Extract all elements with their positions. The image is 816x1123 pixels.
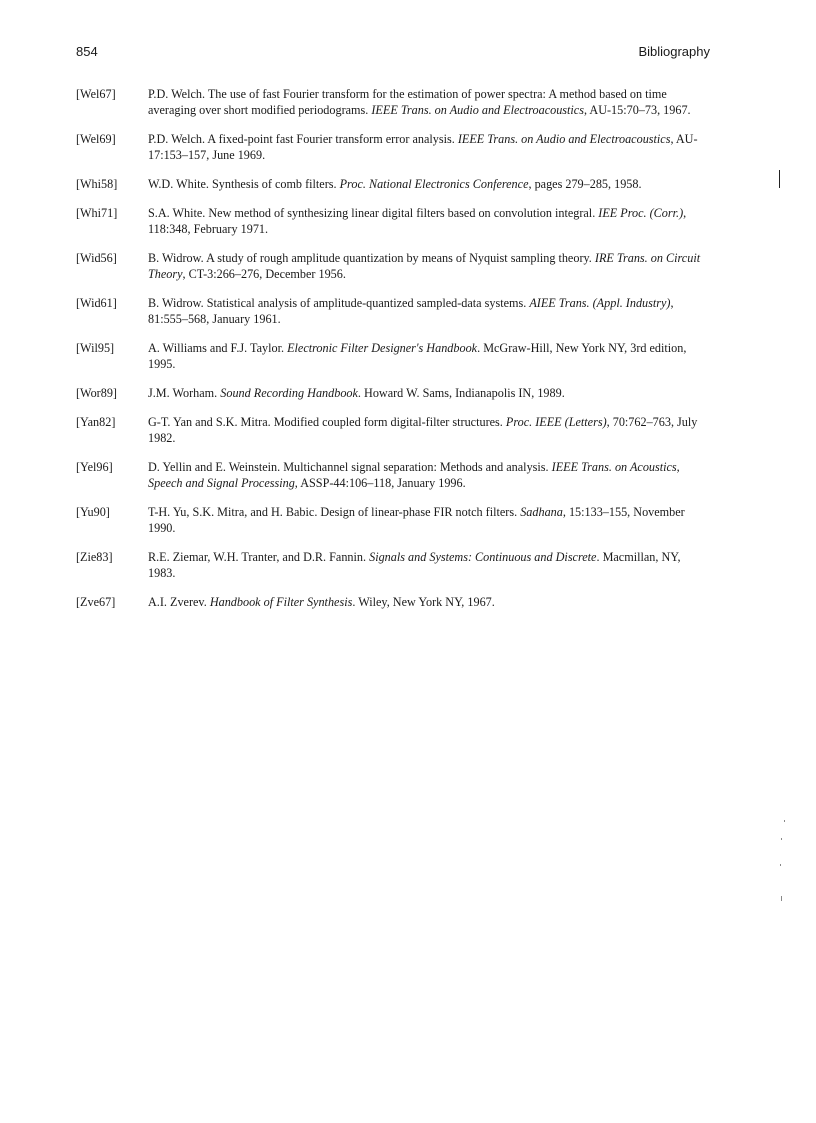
citation-details: , ASSP-44:106–118, January 1996. <box>294 476 466 490</box>
citation-details: , AU-17:153–157, June 1969. <box>148 132 698 162</box>
citation-venue: IRE Trans. on Circuit Theory <box>148 251 701 281</box>
citation-details: , 70:762–763, July 1982. <box>148 415 698 445</box>
bib-entry <box>76 176 710 192</box>
citation-venue: Electronic Filter Designer's Handbook <box>287 341 478 355</box>
citation-text <box>148 131 710 163</box>
scan-speck <box>780 864 781 866</box>
page-header <box>76 44 710 62</box>
citation-authors-title: A.I. Zverev. <box>148 595 210 609</box>
citation-venue: AIEE Trans. (Appl. Industry) <box>529 296 671 310</box>
citation-authors-title: B. Widrow. A study of rough amplitude quantization by means of Nyquist sampling theory. <box>148 251 595 265</box>
citation-details: , pages 279–285, 1958. <box>528 177 642 191</box>
citation-key: [Yu90] <box>76 505 110 519</box>
citation-text <box>148 594 710 610</box>
citation-details: . Wiley, New York NY, 1967. <box>352 595 495 609</box>
citation-details: , 81:555–568, January 1961. <box>148 296 674 326</box>
citation-text <box>148 295 710 327</box>
scan-speck <box>781 838 782 840</box>
citation-venue: Sadhana <box>520 505 563 519</box>
bib-entry <box>76 414 710 446</box>
bib-entry <box>76 86 710 118</box>
citation-key: [Zie83] <box>76 550 113 564</box>
bib-entry <box>76 504 710 536</box>
citation-key: [Wil95] <box>76 341 115 355</box>
scan-speck <box>781 896 782 901</box>
citation-text <box>148 250 710 282</box>
citation-text <box>148 86 710 118</box>
citation-key: [Zve67] <box>76 595 116 609</box>
citation-text <box>148 340 710 372</box>
citation-text <box>148 504 710 536</box>
citation-venue: IEEE Trans. on Acoustics, Speech and Signal Processing <box>148 460 680 490</box>
citation-authors-title: P.D. Welch. The use of fast Fourier transform for the estimation of power spectra: A method based on time averaging over short modified periodograms. <box>148 87 667 117</box>
citation-authors-title: W.D. White. Synthesis of comb filters. <box>148 177 340 191</box>
citation-venue: IEEE Trans. on Audio and Electroacoustics <box>457 132 671 146</box>
citation-details: . Howard W. Sams, Indianapolis IN, 1989. <box>357 386 565 400</box>
citation-authors-title: G-T. Yan and S.K. Mitra. Modified coupled form digital-filter structures. <box>148 415 506 429</box>
citation-venue: Sound Recording Handbook <box>220 386 358 400</box>
citation-venue: IEE Proc. (Corr.) <box>598 206 684 220</box>
bib-entry <box>76 385 710 401</box>
margin-change-bar <box>779 170 780 188</box>
citation-authors-title: B. Widrow. Statistical analysis of amplitude-quantized sampled-data systems. <box>148 296 530 310</box>
bib-entry <box>76 594 710 610</box>
bib-entry <box>76 295 710 327</box>
bib-entry <box>76 131 710 163</box>
citation-key: [Wel69] <box>76 132 116 146</box>
running-head: Bibliography <box>638 44 710 59</box>
citation-details: , CT-3:266–276, December 1956. <box>182 267 346 281</box>
citation-details: . McGraw-Hill, New York NY, 3rd edition, 1995. <box>148 341 687 371</box>
scan-speck <box>784 820 785 822</box>
bib-entry <box>76 549 710 581</box>
citation-details: . Macmillan, NY, 1983. <box>148 550 681 580</box>
citation-authors-title: A. Williams and F.J. Taylor. <box>148 341 288 355</box>
citation-authors-title: R.E. Ziemar, W.H. Tranter, and D.R. Fannin. <box>148 550 370 564</box>
bib-entry <box>76 459 710 491</box>
citation-text <box>148 205 710 237</box>
citation-key: [Wid56] <box>76 251 117 265</box>
citation-key: [Whi71] <box>76 206 118 220</box>
citation-venue: IEEE Trans. on Audio and Electroacoustics <box>371 103 584 117</box>
citation-key: [Wel67] <box>76 87 116 101</box>
citation-text <box>148 549 710 581</box>
citation-venue: Proc. National Electronics Conference <box>339 177 529 191</box>
citation-authors-title: S.A. White. New method of synthesizing linear digital filters based on convolution integral. <box>148 206 599 220</box>
citation-text <box>148 459 710 491</box>
citation-key: [Wor89] <box>76 386 117 400</box>
bib-entry <box>76 205 710 237</box>
citation-key: [Yan82] <box>76 415 116 429</box>
citation-authors-title: P.D. Welch. A fixed-point fast Fourier transform error analysis. <box>148 132 458 146</box>
citation-key: [Whi58] <box>76 177 118 191</box>
citation-authors-title: T-H. Yu, S.K. Mitra, and H. Babic. Design of linear-phase FIR notch filters. <box>148 505 521 519</box>
citation-authors-title: J.M. Worham. <box>148 386 221 400</box>
citation-text <box>148 385 710 401</box>
citation-text <box>148 176 710 192</box>
citation-text <box>148 414 710 446</box>
bib-entry <box>76 250 710 282</box>
page-number: 854 <box>76 44 98 59</box>
citation-key: [Yel96] <box>76 460 113 474</box>
citation-details: , 118:348, February 1971. <box>148 206 687 236</box>
citation-authors-title: D. Yellin and E. Weinstein. Multichannel signal separation: Methods and analysis. <box>148 460 552 474</box>
citation-details: , 15:133–155, November 1990. <box>148 505 685 535</box>
bib-entry <box>76 340 710 372</box>
citation-details: , AU-15:70–73, 1967. <box>583 103 691 117</box>
citation-venue: Signals and Systems: Continuous and Discrete <box>369 550 597 564</box>
citation-venue: Handbook of Filter Synthesis <box>209 595 353 609</box>
citation-venue: Proc. IEEE (Letters) <box>505 415 607 429</box>
bibliography-list <box>76 86 710 623</box>
citation-key: [Wid61] <box>76 296 117 310</box>
